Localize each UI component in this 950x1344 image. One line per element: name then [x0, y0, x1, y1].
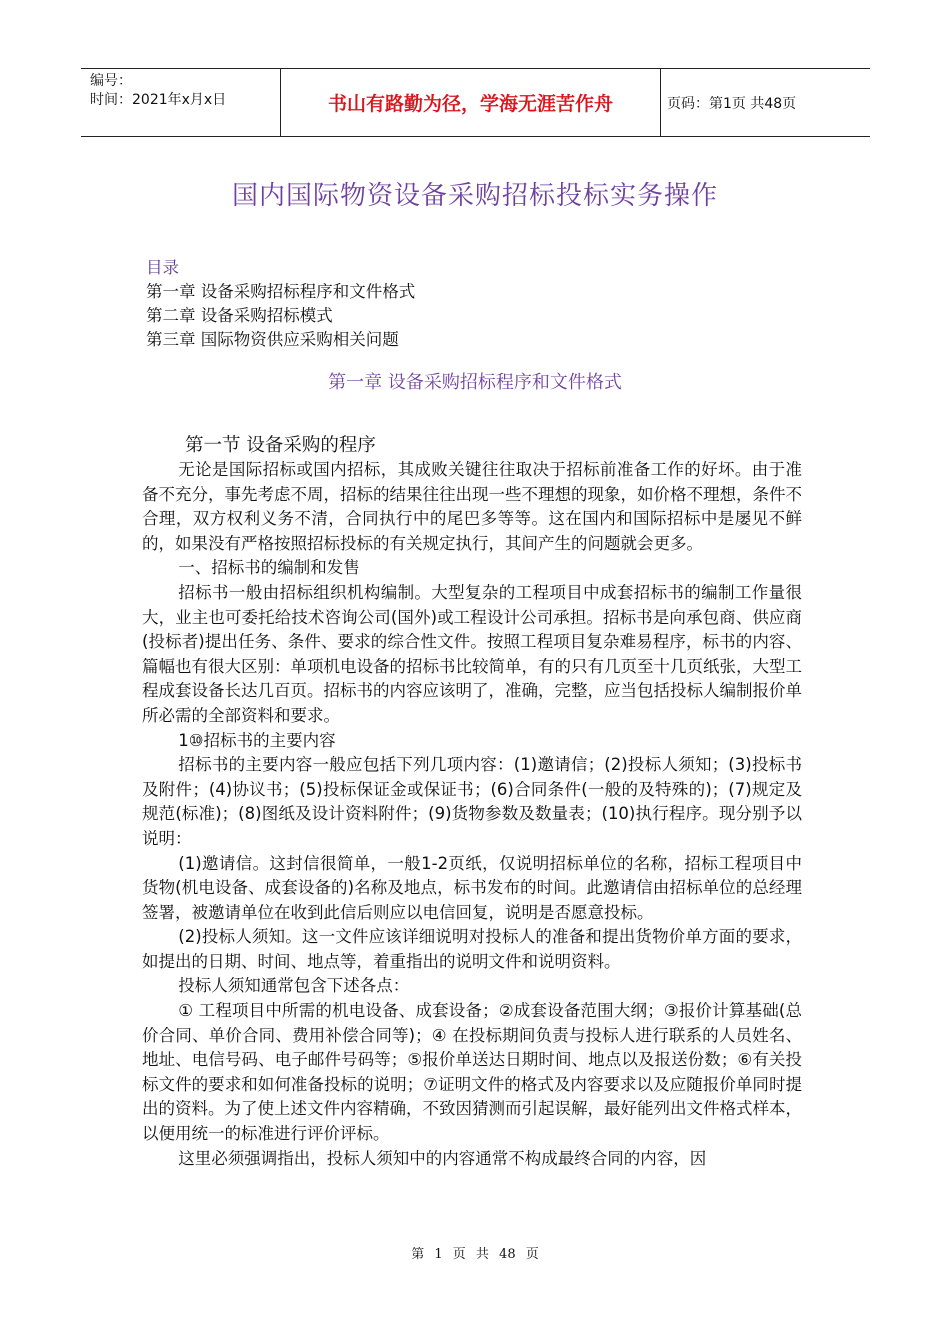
chapter-title: 第一章 设备采购招标程序和文件格式 — [328, 372, 622, 393]
paragraph: 招标书的主要内容一般应包括下列几项内容：(1)邀请信；(2)投标人须知；(3)投标书及附件；(4)协议书；(5)投标保证金或保证书；(6)合同条件(一般的及特殊的)；(7)规定及规范(标准)；(8)图纸及设计资料附件；(9)货物参数及数量表；(10)执行程序。现分别予以说明： — [142, 755, 802, 848]
body-text — [142, 458, 802, 1171]
header-table — [81, 68, 870, 137]
paragraph: 投标人须知通常包含下述各点： — [178, 976, 410, 996]
number-label: 编号： — [90, 73, 132, 89]
header-motto-cell — [281, 69, 661, 136]
toc-item: 第一章 设备采购招标程序和文件格式 — [146, 282, 416, 301]
page-footer: 第 1 页 共 48 页 — [411, 1247, 539, 1262]
paragraph: (2)投标人须知。这一文件应该详细说明对投标人的准备和提出货物价单方面的要求，如提出的日期、时间、地点等，着重指出的说明文件和说明资料。 — [142, 927, 802, 971]
table-of-contents — [146, 256, 415, 352]
paragraph: 这里必须强调指出，投标人须知中的内容通常不构成最终合同的内容，因 — [178, 1148, 707, 1168]
toc-item: 第三章 国际物资供应采购相关问题 — [146, 330, 399, 349]
subheading: 1⑩招标书的主要内容 — [178, 730, 336, 750]
header-page-cell — [661, 69, 870, 136]
paragraph: (1)邀请信。这封信很简单，一般1-2页纸，仅说明招标单位的名称，招标工程项目中货物(机电设备、成套设备的)名称及地点，标书发布的时间。此邀请信由招标单位的总经理签署，被邀请单位在收到此信后则应以电信回复，说明是否愿意投标。 — [142, 853, 802, 922]
toc-item: 第二章 设备采购招标模式 — [146, 306, 333, 325]
page-info: 页码：第1页 共48页 — [667, 95, 797, 112]
document-title: 国内国际物资设备采购招标投标实务操作 — [231, 181, 718, 211]
time-label: 时间：2021年x月x日 — [90, 92, 227, 108]
paragraph: 招标书一般由招标组织机构编制。大型复杂的工程项目中成套招标书的编制工作量很大，业主也可委托给技术咨询公司(国外)或工程设计公司承担。招标书是向承包商、供应商(投标者)提出任务、条件、要求的综合性文件。按照工程项目复杂难易程序，标书的内容、篇幅也有很大区别：单项机电设备的招标书比较简单，有的只有几页至十几页纸张，大型工程成套设备长达几百页。招标书的内容应该明了，准确，完整，应当包括投标人编制报价单所必需的全部资料和要求。 — [142, 582, 802, 725]
toc-heading: 目录 — [146, 258, 179, 277]
paragraph: 无论是国际招标或国内招标，其成败关键往往取决于招标前准备工作的好坏。由于准备不充分，事先考虑不周，招标的结果往往出现一些不理想的现象，如价格不理想，条件不合理，双方权利义务不清，合同执行中的尾巴多等等。这在国内和国际招标中是屡见不鲜的，如果没有严格按照招标投标的有关规定执行，其间产生的问题就会更多。 — [142, 460, 802, 553]
motto-text: 书山有路勤为径，学海无涯苦作舟 — [327, 93, 613, 115]
subheading: 一、招标书的编制和发售 — [178, 558, 360, 578]
header-meta-cell — [81, 69, 281, 136]
section-title: 第一节 设备采购的程序 — [185, 435, 376, 456]
paragraph: ① 工程项目中所需的机电设备、成套设备；②成套设备范围大纲；③报价计算基础(总价合同、单价合同、费用补偿合同等)；④ 在投标期间负责与投标人进行联系的人员姓名、地址、电信号码、电子邮件号码等；⑤报价单送达日期时间、地点以及报送份数；⑥有关投标文件的要求和如何准备投标的说明；⑦证明文件的格式及内容要求以及应随报价单同时提出的资料。为了使上述文件内容精确，不致因猜测而引起误解，最好能列出文件格式样本，以便用统一的标准进行评价评标。 — [142, 1001, 802, 1144]
